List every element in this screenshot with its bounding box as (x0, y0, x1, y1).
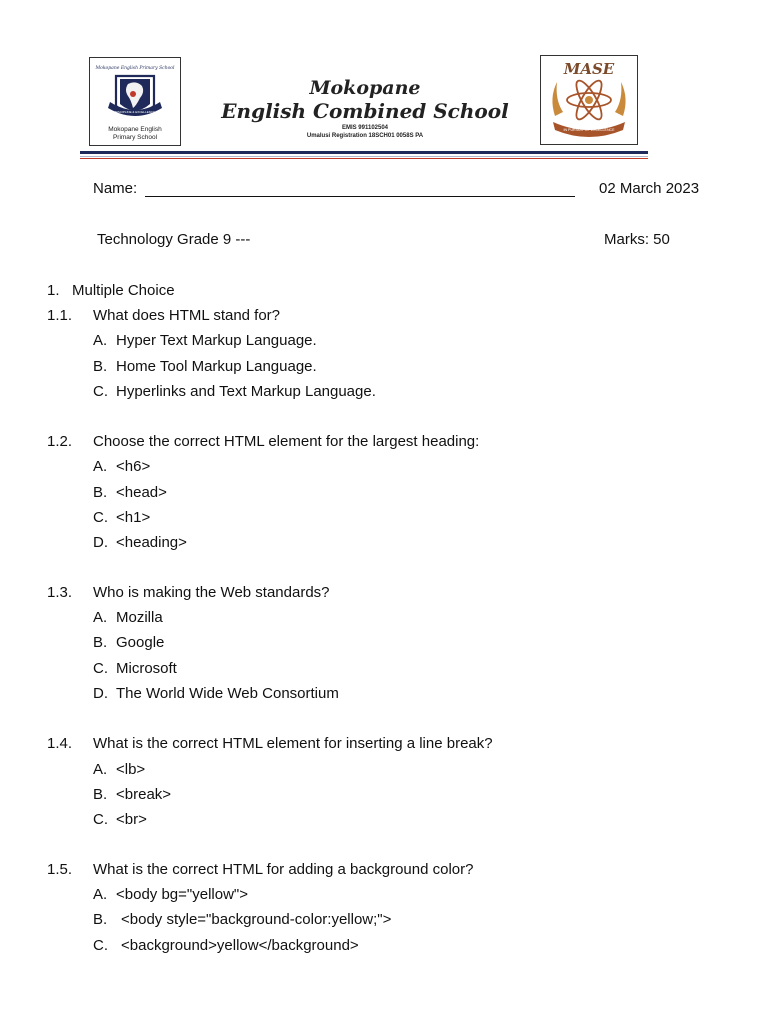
option-text: <background>yellow</background> (121, 937, 359, 954)
option-letter: B. (93, 358, 108, 375)
option-text: Microsoft (116, 660, 177, 677)
question-text: What does HTML stand for? (93, 307, 281, 324)
option-letter: C. (93, 811, 108, 828)
name-blank-line (145, 196, 575, 197)
option-letter: C. (93, 383, 108, 400)
option-text: <body bg="yellow"> (116, 886, 248, 903)
option-letter: A. (93, 886, 108, 903)
left-school-logo (89, 57, 181, 146)
umalusi-registration: Umalusi Registration 18SCH01 0058S PA (306, 133, 424, 139)
school-name-line1: Mokopane (309, 77, 421, 99)
question-number: 1.5. (47, 861, 73, 878)
total-marks: Marks: 50 (604, 231, 670, 248)
option-text: <body style="background-color:yellow;"> (121, 911, 392, 928)
option-letter: B. (93, 786, 108, 803)
option-letter: A. (93, 609, 108, 626)
option-letter: C. (93, 937, 108, 954)
option-letter: D. (93, 534, 108, 551)
option-letter: C. (93, 660, 108, 677)
option-text: <br> (116, 811, 147, 828)
option-text: <heading> (116, 534, 187, 551)
option-letter: B. (93, 634, 108, 651)
question-number: 1.2. (47, 433, 73, 450)
option-text: <head> (116, 484, 167, 501)
option-text: The World Wide Web Consortium (116, 685, 339, 702)
option-text: <h6> (116, 458, 151, 475)
section-number: 1. (47, 282, 60, 299)
question-text: Choose the correct HTML element for the largest heading: (93, 433, 480, 450)
name-label: Name: (93, 180, 138, 197)
option-text: Home Tool Markup Language. (116, 358, 317, 375)
option-letter: B. (93, 484, 108, 501)
left-logo-caption-line2: Primary School (112, 134, 158, 141)
option-letter: A. (93, 332, 108, 349)
mase-banner: IN PURSUIT OF EXCELLENCE (563, 128, 615, 132)
option-letter: A. (93, 458, 108, 475)
left-logo-banner: DISCIPLINE & EXCELLENCE (114, 110, 156, 114)
header-rule-light (80, 156, 648, 157)
exam-date: 02 March 2023 (599, 180, 700, 197)
mase-title: MASE (563, 60, 615, 78)
option-text: <break> (116, 786, 172, 803)
option-text: <lb> (116, 761, 146, 778)
right-mase-logo (540, 55, 638, 145)
subject-title: Technology Grade 9 --- (97, 231, 251, 248)
option-letter: C. (93, 509, 108, 526)
question-text: Who is making the Web standards? (93, 584, 330, 601)
option-text: Mozilla (116, 609, 163, 626)
option-text: Hyperlinks and Text Markup Language. (116, 383, 376, 400)
question-number: 1.4. (47, 735, 73, 752)
school-name-line2: English Combined School (221, 99, 509, 123)
header-rule-navy (80, 151, 648, 154)
option-letter: D. (93, 685, 108, 702)
option-text: Google (116, 634, 165, 651)
option-text: Hyper Text Markup Language. (116, 332, 317, 349)
question-number: 1.3. (47, 584, 73, 601)
option-letter: B. (93, 911, 108, 928)
question-text: What is the correct HTML for adding a background color? (93, 861, 474, 878)
emis-number: EMIS 991102504 (341, 125, 389, 131)
left-logo-caption-line1: Mokopane English (108, 126, 162, 133)
left-logo-arc-text: Mokopane English Primary School (95, 66, 175, 71)
option-text: <h1> (116, 509, 151, 526)
question-number: 1.1. (47, 307, 73, 324)
header-rule-red (80, 158, 648, 159)
section-title: Multiple Choice (72, 282, 175, 299)
option-letter: A. (93, 761, 108, 778)
question-text: What is the correct HTML element for inserting a line break? (93, 735, 493, 752)
